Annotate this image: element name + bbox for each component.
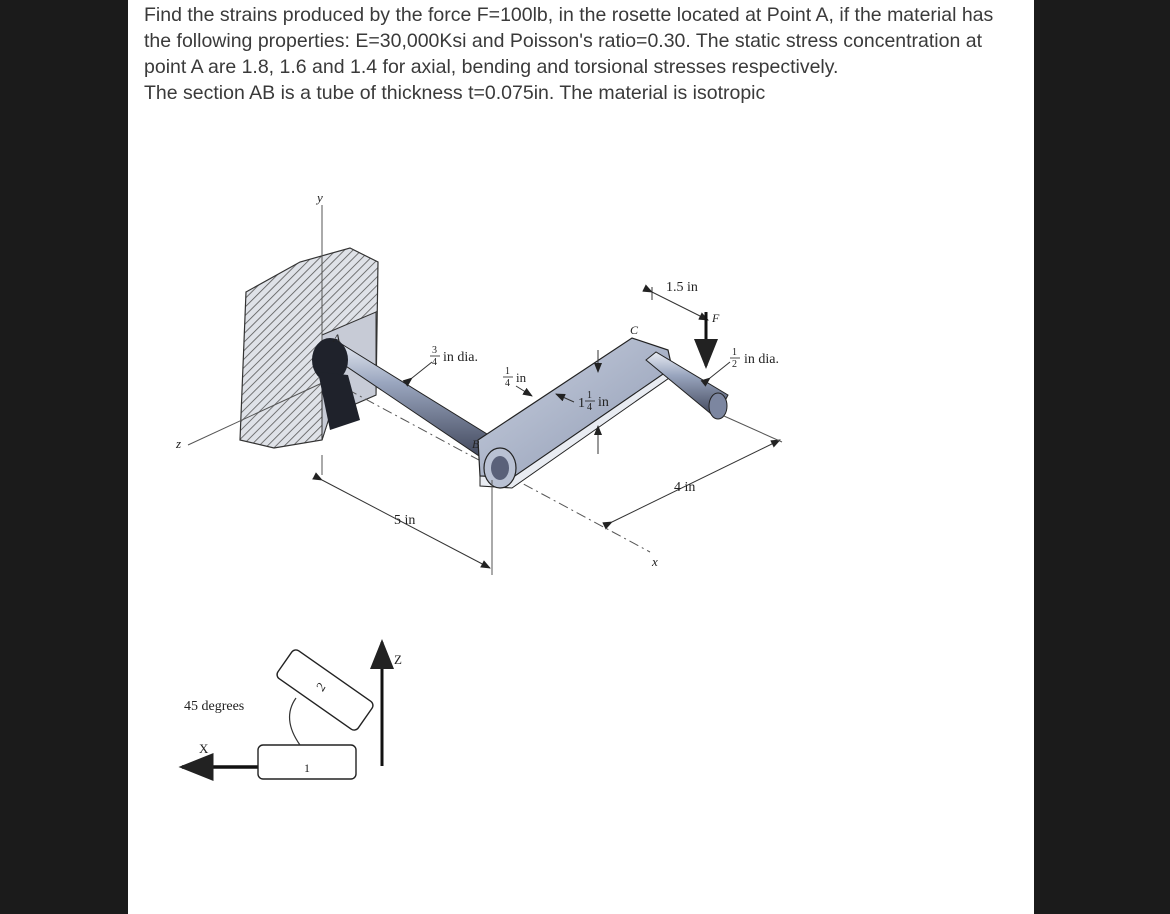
x-axis-label: x bbox=[652, 554, 658, 569]
angle-label: 45 degrees bbox=[184, 699, 245, 714]
dia-ab-unit: in dia. bbox=[443, 350, 478, 365]
point-a-label: A bbox=[333, 331, 341, 345]
gauge-2-label: 2 bbox=[312, 680, 329, 694]
z-axis-label: z bbox=[176, 436, 182, 451]
problem-paragraph-1: Find the strains produced by the force F=100lb, in the rosette located at Point A, if the material has the following properties: E=30,000Ksi and Poisson's ratio=0.30. The static stress concentration at point A are 1.8, 1.6 and 1.4 for axial, bending and torsional stresses respectively. bbox=[144, 4, 994, 78]
arm-width-denominator: 4 bbox=[587, 402, 592, 413]
point-b-label: B bbox=[472, 437, 480, 451]
arm-width-unit: in bbox=[598, 395, 609, 410]
gauge-1-label: 1 bbox=[304, 761, 310, 775]
dia-cd-denominator: 2 bbox=[732, 359, 737, 370]
dia-cd-numerator: 1 bbox=[732, 347, 737, 358]
arm-thick-unit: in bbox=[516, 370, 527, 385]
y-axis-label: y bbox=[317, 190, 323, 205]
length-ab-label: 5 in bbox=[394, 513, 416, 528]
point-c-label: C bbox=[630, 323, 639, 337]
rosette-z-label: Z bbox=[394, 652, 402, 667]
arm-thick-denominator: 4 bbox=[505, 378, 510, 389]
arm-bc bbox=[478, 338, 672, 488]
length-bc-dimension bbox=[612, 440, 780, 522]
problem-paragraph-2: The section AB is a tube of thickness t=0.075in. The material is isotropic bbox=[144, 82, 766, 104]
arm-thick-numerator: 1 bbox=[505, 366, 510, 377]
dia-ab-denominator: 4 bbox=[432, 357, 437, 368]
dist-c-f-dimension bbox=[652, 292, 708, 320]
dia-cd-unit: in dia. bbox=[744, 352, 779, 367]
strain-rosette bbox=[182, 642, 402, 779]
length-bc-label: 4 in bbox=[674, 480, 696, 495]
angle-arc bbox=[290, 698, 300, 745]
force-label: F bbox=[712, 311, 720, 325]
rosette-x-label: X bbox=[199, 741, 209, 756]
dia-ab-numerator: 3 bbox=[432, 345, 437, 356]
dist-c-f-label: 1.5 in bbox=[666, 280, 698, 295]
arm-width-numerator: 1 bbox=[587, 390, 592, 401]
arm-width-whole: 1 bbox=[578, 396, 585, 411]
